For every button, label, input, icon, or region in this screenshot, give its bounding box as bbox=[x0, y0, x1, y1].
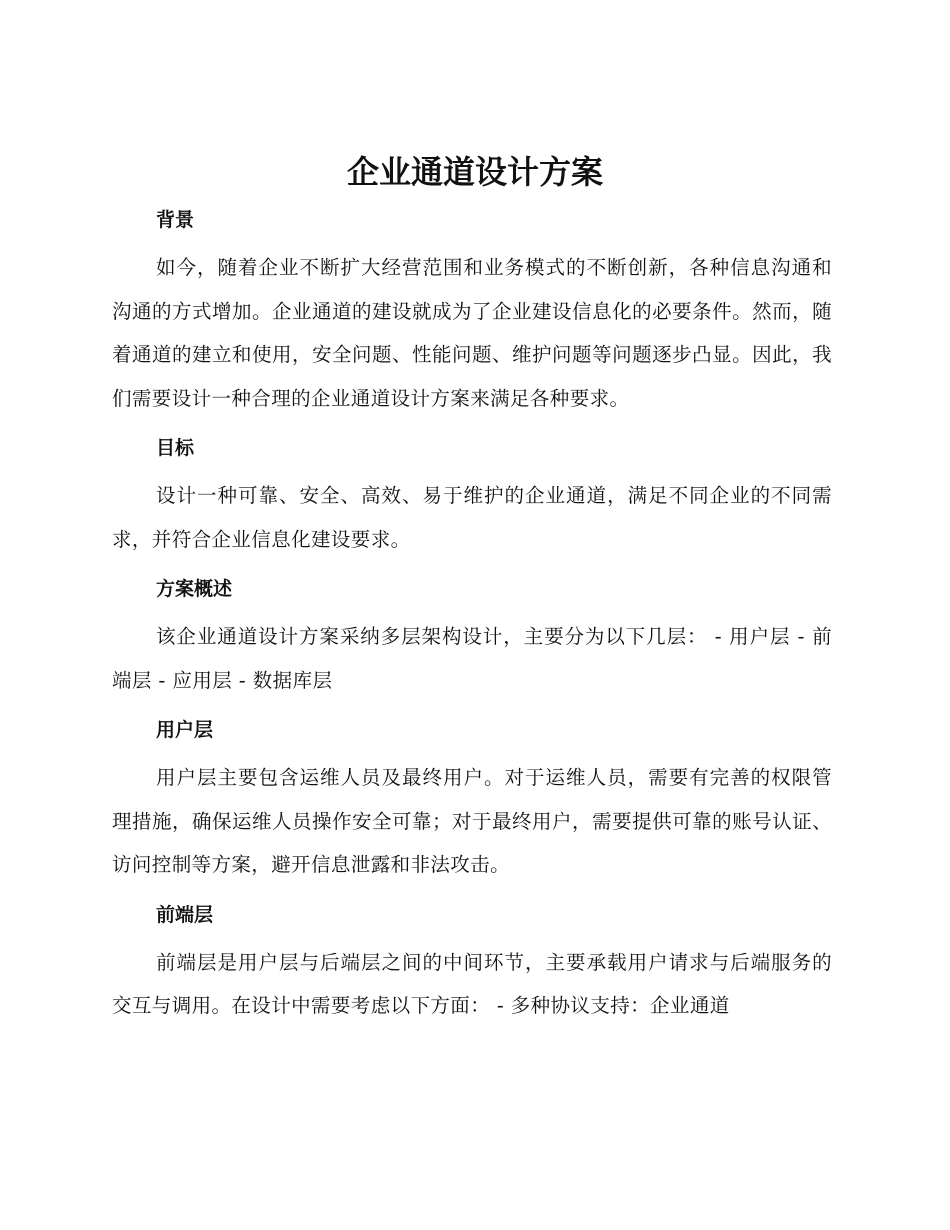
section-body-goal: 设计一种可靠、安全、高效、易于维护的企业通道，满足不同企业的不同需求，并符合企业信息化建设要求。 bbox=[112, 484, 832, 551]
section-body-user-layer: 用户层主要包含运维人员及最终用户。对于运维人员，需要有完善的权限管理措施，确保运维人员操作安全可靠；对于最终用户，需要提供可靠的账号认证、访问控制等方案，避开信息泄露和非法攻击。 bbox=[112, 766, 832, 876]
section-heading-goal: 目标 bbox=[156, 437, 195, 459]
section-body-background: 如今，随着企业不断扩大经营范围和业务模式的不断创新，各种信息沟通和沟通的方式增加。企业通道的建设就成为了企业建设信息化的必要条件。然而，随着通道的建立和使用，安全问题、性能问题、维护问题等问题逐步凸显。因此，我们需要设计一种合理的企业通道设计方案来满足各种要求。 bbox=[112, 256, 832, 410]
section-heading-background: 背景 bbox=[156, 209, 195, 231]
section-body-overview: 该企业通道设计方案采纳多层架构设计，主要分为以下几层： - 用户层 - 前端层 - 应用层 - 数据库层 bbox=[112, 625, 832, 692]
document-body bbox=[112, 200, 832, 1036]
document-title: 企业通道设计方案 bbox=[346, 153, 603, 191]
section-heading-frontend-layer: 前端层 bbox=[156, 903, 214, 926]
section-heading-user-layer: 用户层 bbox=[156, 719, 214, 741]
section-body-frontend-layer: 前端层是用户层与后端层之间的中间环节，主要承载用户请求与后端服务的交互与调用。在设计中需要考虑以下方面： - 多种协议支持：企业通道 bbox=[112, 950, 832, 1017]
section-heading-overview: 方案概述 bbox=[156, 578, 233, 600]
